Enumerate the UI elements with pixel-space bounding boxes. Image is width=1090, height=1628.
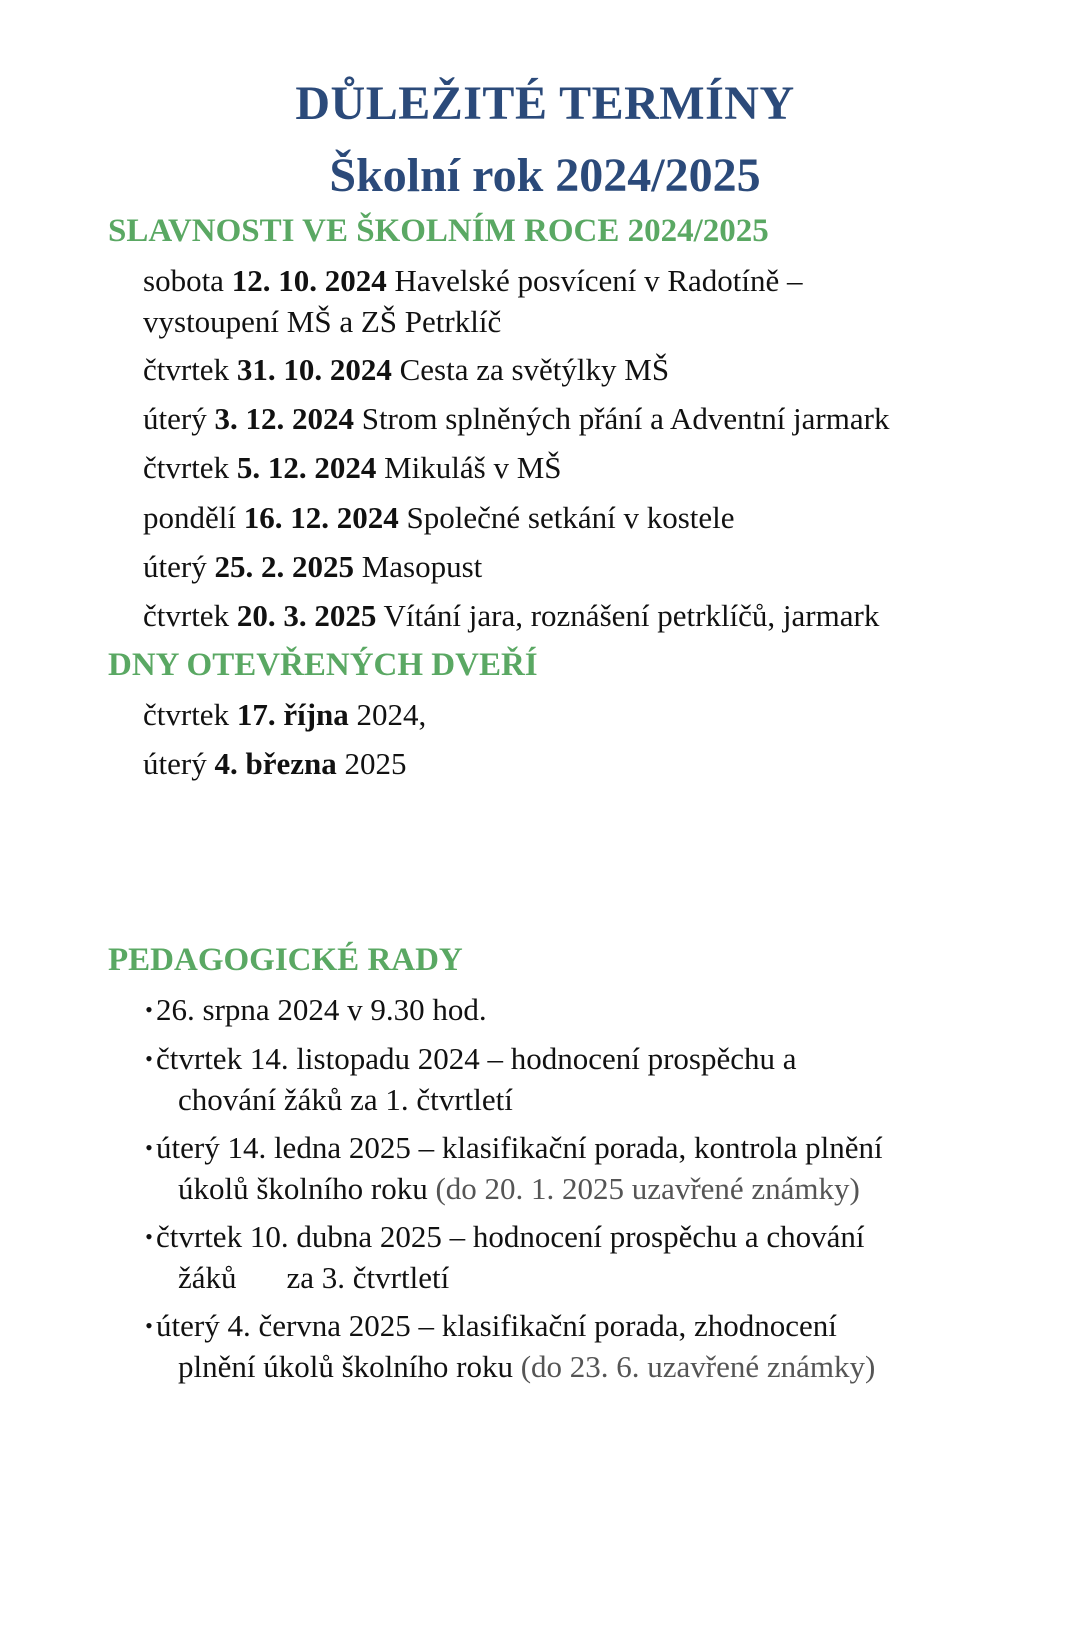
meeting-item: • čtvrtek 14. listopadu 2024 – hodnocení prospěchu a chování žáků za 1. čtvrtletí [142, 1038, 1022, 1120]
event-item: čtvrtek 5. 12. 2024 Mikuláš v MŠ [143, 450, 562, 485]
bullet-icon: • [145, 1224, 153, 1249]
event-item: úterý 3. 12. 2024 Strom splněných přání a Adventní jarmark [143, 401, 890, 436]
open-day-item: úterý 4. března 2025 [143, 746, 407, 781]
bullet-icon: • [145, 1313, 153, 1338]
meeting-item: • čtvrtek 10. dubna 2025 – hodnocení prospěchu a chování žáků za 3. čtvrtletí [142, 1216, 1022, 1298]
open-day-item: čtvrtek 17. října 2024, [143, 697, 427, 732]
meeting-item: • 26. srpna 2024 v 9.30 hod. [142, 989, 1022, 1030]
event-item: čtvrtek 20. 3. 2025 Vítání jara, roznášení petrklíčů, jarmark [143, 598, 880, 633]
page-subtitle: Školní rok 2024/2025 [329, 149, 761, 202]
section-heading-slavnosti: SLAVNOSTI VE ŠKOLNÍM ROCE 2024/2025 [108, 213, 769, 249]
section-heading-dod: DNY OTEVŘENÝCH DVEŘÍ [108, 647, 538, 683]
event-item: pondělí 16. 12. 2024 Společné setkání v kostele [143, 500, 735, 535]
meeting-item: • úterý 4. června 2025 – klasifikační porada, zhodnocení plnění úkolů školního roku (do 23. 6. uzavřené známky) [142, 1305, 1022, 1387]
bullet-icon: • [145, 997, 153, 1022]
event-item: čtvrtek 31. 10. 2024 Cesta za světýlky MŠ [143, 352, 670, 387]
event-item: úterý 25. 2. 2025 Masopust [143, 549, 483, 584]
section-heading-rady: PEDAGOGICKÉ RADY [108, 942, 463, 978]
event-item: sobota 12. 10. 2024 Havelské posvícení v Radotíně – vystoupení MŠ a ZŠ Petrklíč [143, 263, 803, 339]
bullet-icon: • [145, 1046, 153, 1071]
bullet-icon: • [145, 1135, 153, 1160]
page-title: DŮLEŽITÉ TERMÍNY [295, 77, 795, 130]
meeting-item: • úterý 14. ledna 2025 – klasifikační porada, kontrola plnění úkolů školního roku (do 20. 1. 2025 uzavřené známky) [142, 1127, 1022, 1209]
